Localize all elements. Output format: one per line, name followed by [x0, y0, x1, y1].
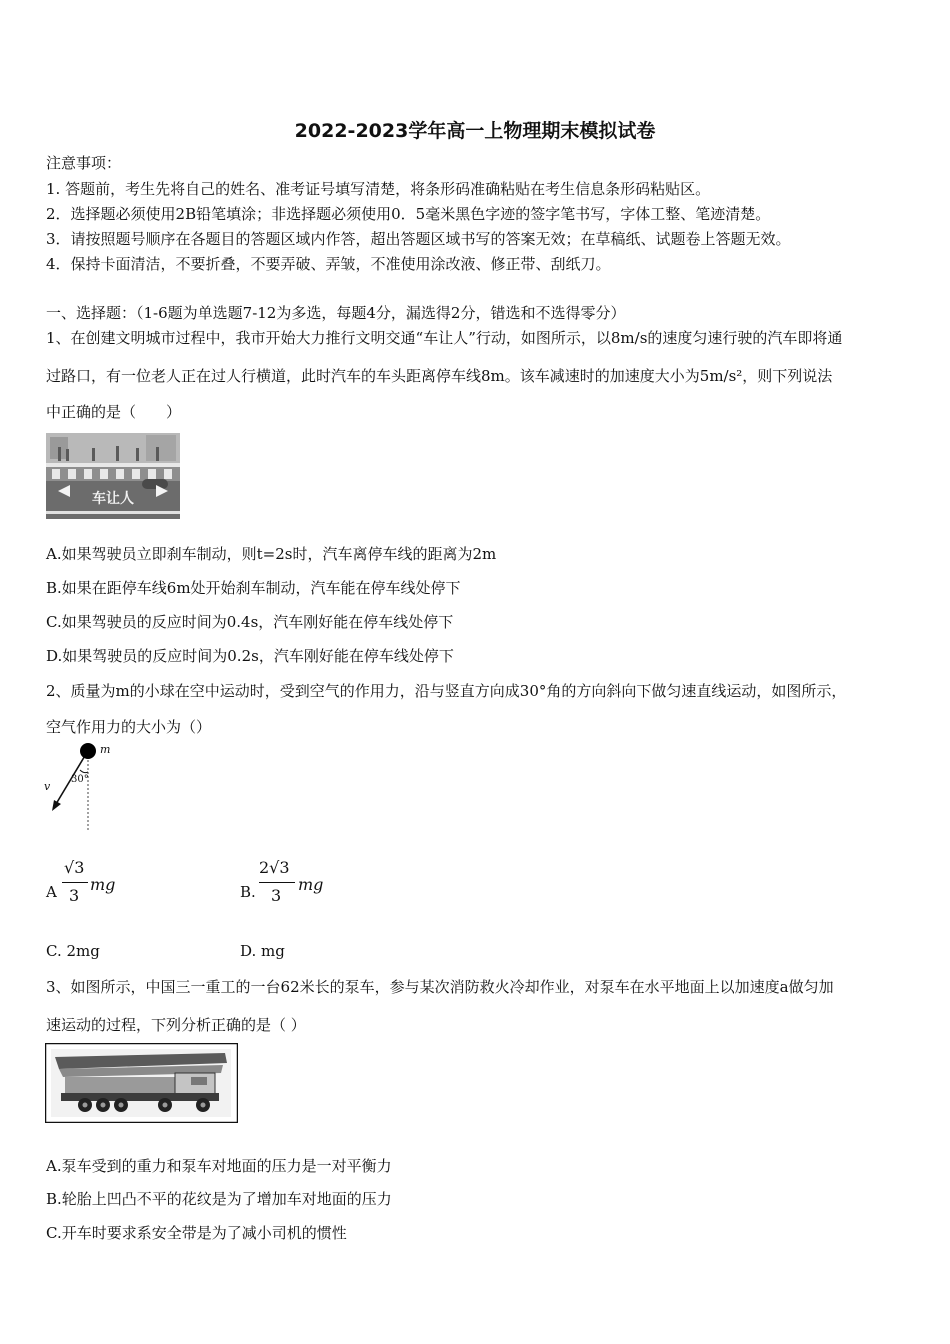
crosswalk-road-text: 车让人 — [92, 491, 134, 507]
page-title: 2022-2023学年高一上物理期末模拟试卷 — [294, 120, 656, 142]
section-heading: 一、选择题：（1-6题为单选题7-12为多选，每题4分，漏选得2分，错选和不选得零分） — [46, 304, 626, 322]
question-1-option-a: A.如果驾驶员立即刹车制动，则t=2s时，汽车离停车线的距离为2m — [46, 545, 497, 563]
notice-heading: 注意事项： — [46, 154, 122, 172]
notice-item: 3．请按照题号顺序在各题目的答题区域内作答，超出答题区域书写的答案无效；在草稿纸、试题卷上答题无效。 — [46, 230, 791, 248]
question-1-option-c: C.如果驾驶员的反应时间为0.4s，汽车刚好能在停车线处停下 — [46, 613, 454, 631]
question-3-line: 速运动的过程，下列分析正确的是（ ） — [46, 1016, 306, 1034]
question-2-option-a-unit: mg — [90, 875, 116, 894]
velocity-label: v — [44, 780, 51, 793]
question-2-option-a-label: A — [46, 883, 57, 901]
question-1-option-d: D.如果驾驶员的反应时间为0.2s，汽车刚好能在停车线处停下 — [46, 647, 454, 665]
question-1-line: 过路口，有一位老人正在过人行横道，此时汽车的车头距离停车线8m。该车减速时的加速度大小为5m/s²，则下列说法 — [46, 367, 833, 385]
question-2-line: 2、质量为m的小球在空中运动时，受到空气的作用力，沿与竖直方向成30°角的方向斜向下做匀速直线运动，如图所示， — [46, 682, 847, 700]
question-1-line: 中正确的是（ ） — [46, 403, 182, 421]
fraction-denominator: 3 — [271, 886, 282, 905]
question-2-option-c: C. 2mg — [46, 942, 100, 960]
fraction-numerator: 2√3 — [259, 858, 290, 877]
question-2-line: 空气作用力的大小为（） — [46, 718, 212, 736]
pump-truck-photo — [45, 1043, 238, 1123]
question-2-option-d: D. mg — [240, 942, 285, 960]
question-1-option-b: B.如果在距停车线6m处开始刹车制动，汽车能在停车线处停下 — [46, 579, 461, 597]
angle-label: 30° — [71, 774, 89, 785]
fraction-denominator: 3 — [69, 886, 80, 905]
notice-item: 4．保持卡面清洁，不要折叠，不要弄破、弄皱，不准使用涂改液、修正带、刮纸刀。 — [46, 255, 611, 273]
question-2-option-a-fraction — [62, 858, 90, 910]
question-3-option-c: C.开车时要求系安全带是为了减小司机的惯性 — [46, 1224, 347, 1242]
ball-motion-figure — [40, 740, 120, 832]
notice-item: 2．选择题必须使用2B铅笔填涂；非选择题必须使用0．5毫米黑色字迹的签字笔书写，字体工整、笔迹清楚。 — [46, 205, 771, 223]
question-2-option-b-label: B. — [240, 883, 256, 901]
question-3-line: 3、如图所示，中国三一重工的一台62米长的泵车，参与某次消防救火冷却作业，对泵车在水平地面上以加速度a做匀加 — [46, 978, 834, 996]
question-3-option-a: A.泵车受到的重力和泵车对地面的压力是一对平衡力 — [46, 1157, 392, 1175]
question-1-line: 1、在创建文明城市过程中，我市开始大力推行文明交通“车让人”行动，如图所示，以8m/s的速度匀速行驶的汽车即将通 — [46, 329, 843, 347]
question-2-option-b-unit: mg — [298, 875, 324, 894]
crosswalk-photo — [46, 433, 180, 519]
question-3-option-b: B.轮胎上凹凸不平的花纹是为了增加车对地面的压力 — [46, 1190, 392, 1208]
notice-item: 1. 答题前，考生先将自己的姓名、准考证号填写清楚，将条形码准确粘贴在考生信息条形码粘贴区。 — [46, 180, 711, 198]
fraction-numerator: √3 — [64, 858, 85, 877]
mass-label: m — [100, 743, 111, 756]
question-2-option-b-fraction — [259, 858, 297, 910]
